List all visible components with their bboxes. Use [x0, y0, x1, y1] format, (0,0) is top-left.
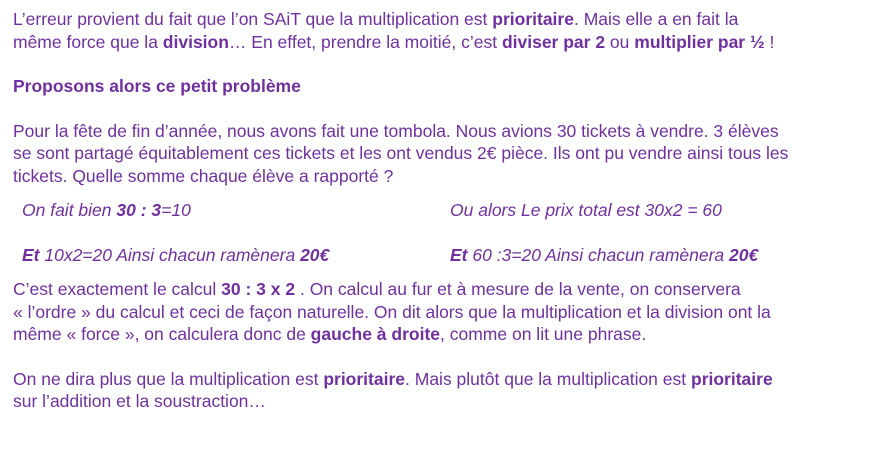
solution-bold: 30 : 3: [116, 200, 162, 220]
emphasis-gauche-droite: gauche à droite: [310, 324, 441, 344]
solution-bold: Et: [450, 244, 468, 265]
solution-row-1: [13, 199, 873, 222]
solution-bold: 20€: [729, 244, 759, 265]
conclusion-text: même « force », on calculera donc de: [13, 324, 311, 344]
conclusion-text: . On calcul au fur et à mesure de la vente, on conservera: [295, 279, 741, 299]
final-line-2: sur l’addition et la soustraction…: [13, 391, 266, 411]
solution-text: On fait bien: [22, 200, 117, 220]
emphasis-multiplier: multiplier par ½: [634, 31, 765, 52]
section-heading: [13, 75, 873, 98]
conclusion-line-2: « l’ordre » du calcul et ceci de façon naturelle. On dit alors que la multiplication et la division ont la: [13, 301, 771, 322]
emphasis-prioritaire: prioritaire: [323, 368, 406, 389]
solution-row-2: [13, 244, 873, 267]
emphasis-calcul: 30 : 3 x 2: [221, 279, 296, 299]
emphasis-prioritaire: prioritaire: [492, 9, 574, 29]
conclusion-text: , comme on lit une phrase.: [440, 324, 647, 344]
intro-text: ou: [605, 31, 635, 52]
final-line-1: [13, 368, 873, 391]
emphasis-diviser: diviser par 2: [501, 31, 606, 52]
solution-text: 10x2=20 Ainsi chacun ramènera: [39, 244, 301, 265]
intro-text: … En effet, prendre la moitié, c’est: [228, 31, 502, 52]
emphasis-division: division: [162, 31, 229, 52]
conclusion-line-1: [13, 278, 873, 301]
solution-right-1: Ou alors Le prix total est 30x2 = 60: [450, 200, 722, 220]
final-text: On ne dira plus que la multiplication est: [13, 368, 324, 389]
solution-text: =10: [161, 200, 191, 220]
intro-text: !: [764, 31, 775, 52]
solution-right-2: [450, 244, 758, 267]
problem-line-1: Pour la fête de fin d’année, nous avons fait une tombola. Nous avions 30 tickets à vendre. 3 élèves: [13, 120, 779, 141]
intro-line-1: [13, 8, 873, 31]
document-page: [13, 8, 873, 413]
emphasis-prioritaire: prioritaire: [691, 368, 773, 389]
intro-text: même force que la: [13, 31, 163, 52]
solution-text: 60 :3=20 Ainsi chacun ramènera: [467, 244, 730, 265]
solution-left-2: [22, 244, 329, 267]
problem-line-3: tickets. Quelle somme chaque élève a rapporté ?: [13, 165, 394, 186]
problem-line-2: se sont partagé équitablement ces tickets et les ont vendus 2€ pièce. Ils ont pu vendre ainsi tous les: [13, 143, 789, 163]
intro-line-2: [13, 31, 873, 54]
intro-text: L’erreur provient du fait que l’on SAiT que la multiplication est: [13, 9, 493, 29]
solution-bold: 20€: [300, 244, 330, 265]
conclusion-line-3: [13, 323, 873, 346]
conclusion-text: C’est exactement le calcul: [13, 279, 222, 299]
solution-left-1: [22, 199, 191, 222]
intro-text: . Mais elle a en fait la: [573, 9, 739, 29]
solution-bold: Et: [22, 244, 40, 265]
final-text: . Mais plutôt que la multiplication est: [405, 368, 691, 389]
heading-text: Proposons alors ce petit problème: [13, 76, 301, 96]
